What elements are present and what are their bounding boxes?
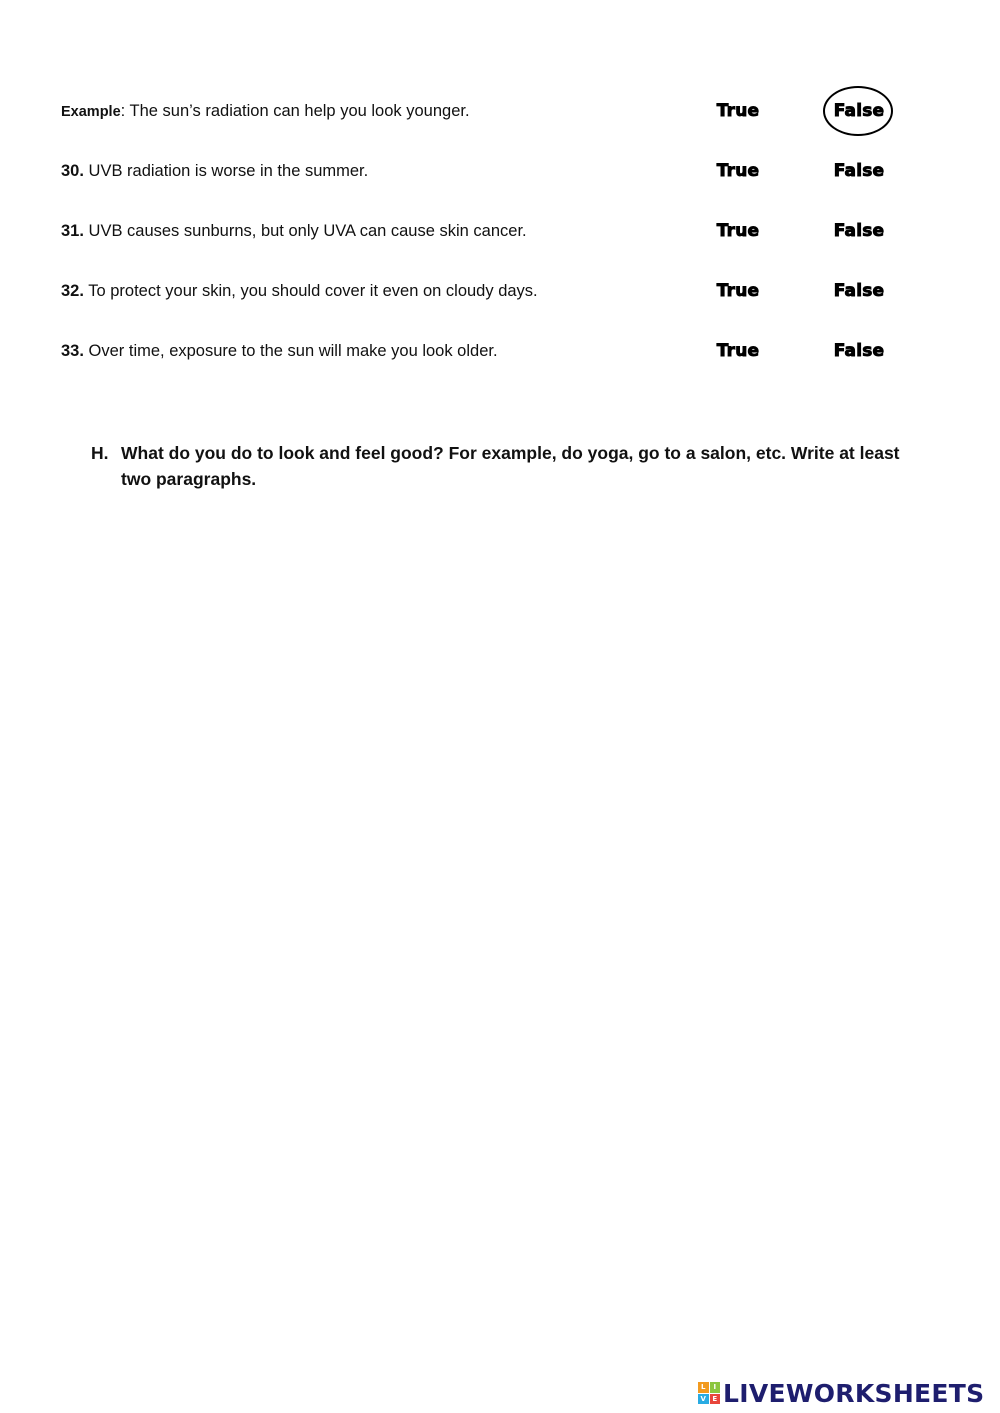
logo-mark-letter: V bbox=[698, 1394, 709, 1405]
example-true-option[interactable]: True bbox=[716, 101, 760, 121]
question-text: UVB causes sunburns, but only UVA can cause skin cancer. bbox=[83, 222, 527, 240]
question-statement bbox=[61, 216, 527, 246]
question-row-33 bbox=[61, 336, 961, 366]
logo-mark-icon bbox=[698, 1382, 720, 1404]
example-text: : The sun’s radiation can help you look younger. bbox=[120, 102, 470, 120]
true-option-31[interactable]: True bbox=[716, 221, 760, 241]
answer-circle bbox=[823, 86, 893, 136]
section-h-prompt bbox=[91, 440, 911, 492]
logo-mark-letter: L bbox=[698, 1382, 709, 1393]
logo-text: LIVEWORKSHEETS bbox=[723, 1378, 985, 1408]
question-number: 33. bbox=[61, 342, 84, 360]
question-statement bbox=[61, 276, 538, 306]
example-label: Example bbox=[61, 104, 121, 120]
example-row bbox=[61, 96, 961, 126]
question-number: 30. bbox=[61, 162, 84, 180]
logo-mark-letter: I bbox=[710, 1382, 721, 1393]
true-option-33[interactable]: True bbox=[716, 341, 760, 361]
false-option-30[interactable]: False bbox=[833, 161, 885, 181]
logo-mark-letter: E bbox=[710, 1394, 721, 1405]
section-h-text: What do you do to look and feel good? For example, do yoga, go to a salon, etc. Write at least two paragraphs. bbox=[121, 443, 900, 489]
true-option-30[interactable]: True bbox=[716, 161, 760, 181]
liveworksheets-logo bbox=[698, 1378, 984, 1408]
section-letter: H. bbox=[91, 443, 109, 463]
false-option-31[interactable]: False bbox=[833, 221, 885, 241]
false-option-33[interactable]: False bbox=[833, 341, 885, 361]
false-option-32[interactable]: False bbox=[833, 281, 885, 301]
question-number: 32. bbox=[61, 282, 84, 300]
question-row-31 bbox=[61, 216, 961, 246]
question-text: To protect your skin, you should cover it even on cloudy days. bbox=[83, 282, 538, 300]
question-statement bbox=[61, 156, 368, 186]
example-false-option[interactable]: False bbox=[833, 101, 885, 121]
question-statement bbox=[61, 336, 498, 366]
question-number: 31. bbox=[61, 222, 84, 240]
question-text: UVB radiation is worse in the summer. bbox=[83, 162, 369, 180]
true-option-32[interactable]: True bbox=[716, 281, 760, 301]
question-row-30 bbox=[61, 156, 961, 186]
question-text: Over time, exposure to the sun will make you look older. bbox=[83, 342, 498, 360]
question-row-32 bbox=[61, 276, 961, 306]
example-statement bbox=[61, 96, 470, 127]
